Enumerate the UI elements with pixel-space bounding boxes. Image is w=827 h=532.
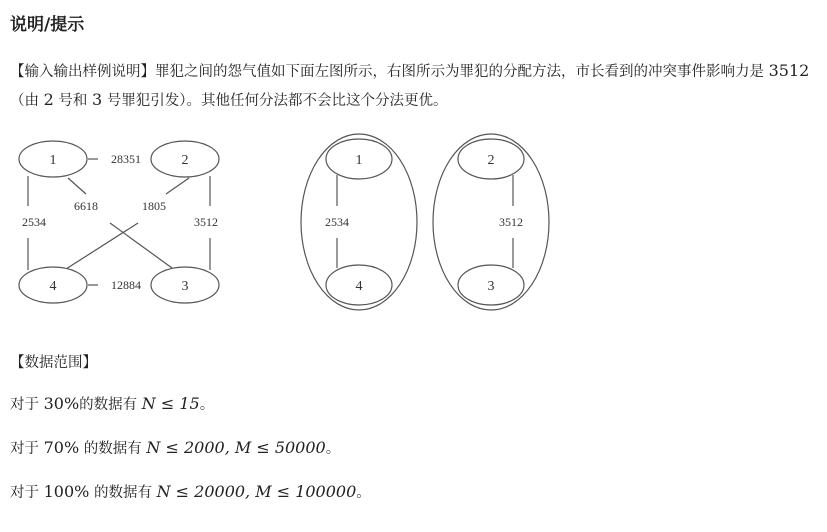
group1-bottom-label: 4 [355,279,363,294]
edge-weight-4-3: 12884 [111,278,141,292]
range-prefix: 对于 [10,441,44,457]
edge-weight-2-3: 3512 [194,215,218,229]
edge-weight-2-4: 1805 [142,199,166,213]
range-line-2 [10,437,340,458]
impact-value: 3512 [768,61,810,80]
node-1-label: 1 [49,153,57,168]
explain-text-4: 号罪犯引发）。其他任何分法都不会比这个分法更优。 [102,93,448,109]
group2-top-label: 2 [487,153,495,168]
range-end: 。 [199,397,215,413]
range-percent: 70% [43,438,80,457]
group2-weight: 3512 [499,215,523,229]
range-mid: 的数据有 [79,441,147,457]
group1-weight: 2534 [325,215,349,229]
explain-text-3: 号和 [53,93,93,109]
range-condition: N ≤ 20000, M ≤ 100000 [156,482,357,501]
range-prefix: 对于 [10,397,44,413]
edge-weight-1-3: 6618 [74,199,98,213]
range-percent: 30% [43,394,80,413]
explain-text-2: （由 [10,93,44,109]
section-title: 说明/提示 [10,15,85,35]
edge-weight-1-4: 2534 [22,215,46,229]
explain-label: 【输入输出样例说明】 [10,64,155,80]
range-mid: 的数据有 [79,397,142,413]
range-end: 。 [356,485,371,501]
node-4-label: 4 [49,279,57,294]
range-condition: N ≤ 2000, M ≤ 50000 [146,438,326,457]
criminal-number-1: 2 [43,90,54,109]
explain-text: 罪犯之间的怨气值如下面左图所示，右图所示为罪犯的分配方法，市长看到的冲突事件影响力是 [155,64,769,80]
range-mid: 的数据有 [89,485,157,501]
right-group-1 [301,134,417,310]
node-2-label: 2 [181,153,189,168]
sample-figure [14,126,554,311]
node-3-label: 3 [181,279,189,294]
range-condition: N ≤ 15 [141,394,200,413]
right-group-2 [433,134,549,310]
left-graph [19,141,219,303]
data-range-title: 【数据范围】 [10,355,97,371]
range-line-1 [10,393,214,414]
range-prefix: 对于 [10,485,44,501]
explanation-paragraph [10,57,820,115]
edge-weight-1-2: 28351 [111,152,141,166]
criminal-number-2: 3 [92,90,103,109]
range-line-3 [10,481,371,502]
group1-top-label: 1 [355,153,363,168]
group2-bottom-label: 3 [487,279,495,294]
range-end: 。 [325,441,341,457]
range-percent: 100% [43,482,90,501]
